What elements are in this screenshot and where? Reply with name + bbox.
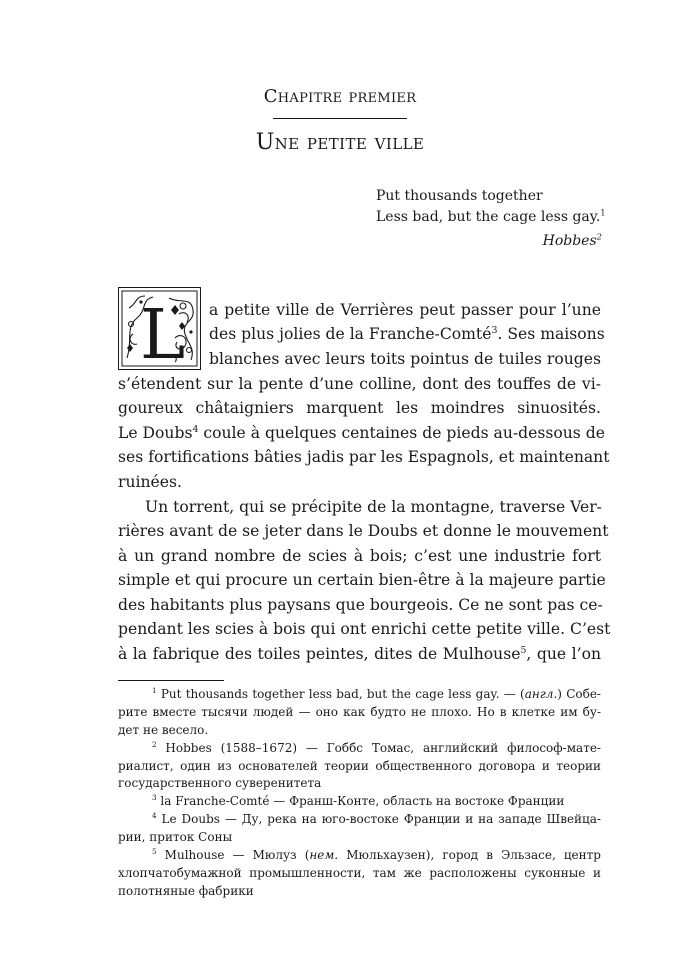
epigraph-line: Put thousands together <box>376 188 543 204</box>
body-line: pendant les scies à bois qui ont enrichi cette petite ville. C’est <box>118 620 611 638</box>
epigraph-line-text: Less bad, but the cage less gay. <box>376 209 601 225</box>
drop-cap-letter: L <box>140 296 186 369</box>
footnote-line: дет не весело. <box>118 723 209 737</box>
footnote-ref: 2 <box>596 231 602 242</box>
body-text: à la fabrique des toiles peintes, dites de Mulhouse <box>118 645 521 663</box>
footnote-2 <box>152 740 601 758</box>
body-line: a petite ville de Verrières peut passer pour l’une <box>209 301 601 319</box>
body-line: ses fortifications bâties jadis par les Espagnols, et maintenant <box>118 448 610 466</box>
drop-cap-ornament-icon <box>119 288 200 369</box>
footnote-line: полотняные фабрики <box>118 884 254 898</box>
footnote-text: Мюльхаузен), город в Эльзасе, центр <box>338 848 601 862</box>
drop-cap <box>118 287 201 370</box>
footnote-3 <box>152 793 564 811</box>
footnote-4 <box>152 811 601 829</box>
footnote-line: хлопчатобумажной промышленности, там же расположены суконные и <box>118 866 601 880</box>
body-line: rières avant de se jeter dans le Doubs et donne le mouvement <box>118 522 609 540</box>
footnote-line: рии, приток Соны <box>118 830 233 844</box>
footnote-5 <box>152 847 601 865</box>
body-line: ruinées. <box>118 473 182 491</box>
footnote-number: 4 <box>152 811 157 820</box>
body-text: Le Doubs <box>118 424 193 442</box>
footnote-text: Put thousands together less bad, but the cage less gay. — ( <box>160 687 525 701</box>
footnote-ref: 1 <box>600 207 606 218</box>
footnote-text: Le Doubs — Ду, река на юго-востоке Франции и на западе Швейца- <box>161 812 601 826</box>
body-line: simple et qui procure un certain bien-être à la majeure partie <box>118 571 606 589</box>
body-line <box>209 322 605 347</box>
footnote-lang: англ. <box>524 687 558 701</box>
footnote-ref: 3 <box>491 324 498 336</box>
body-line: à un grand nombre de scies à bois; c’est une industrie fort <box>118 547 601 565</box>
chapter-title: Une petite ville <box>255 130 425 155</box>
footnote-1 <box>152 686 601 704</box>
footnote-line: государственного суверенитета <box>118 776 322 790</box>
body-line: s’étendent sur la pente d’une colline, dont des touffes de vi- <box>118 375 601 393</box>
footnote-ref: 4 <box>192 423 199 435</box>
footnote-text: la Franche-Comté — Франш-Конте, область на востоке Франции <box>160 794 565 808</box>
epigraph-line <box>376 207 606 228</box>
footnote-line: рите вместе тысячи людей — оно как будто не плохо. Но в клетке им бу- <box>118 705 601 719</box>
footnote-line: риалист, один из основателей теории общественного договора и теории <box>118 759 601 773</box>
footnote-number: 3 <box>152 793 157 802</box>
body-line: goureux châtaigniers marquent les moindres sinuosités. <box>118 399 601 417</box>
footnote-number: 1 <box>152 686 157 695</box>
footnote-divider <box>118 680 224 681</box>
epigraph-author <box>376 231 602 252</box>
footnote-lang: нем. <box>309 848 339 862</box>
body-line <box>118 421 605 446</box>
epigraph <box>376 186 606 252</box>
chapter-divider <box>273 118 407 119</box>
chapter-label: Chapitre premier <box>263 86 417 107</box>
body-line: des habitants plus paysans que bourgeois. Ce ne sont pas ce- <box>118 596 603 614</box>
body-text: des plus jolies de la Franche-Comté <box>209 325 492 343</box>
body-line: Un torrent, qui se précipite de la montagne, traverse Ver- <box>145 498 602 516</box>
body-text: coule à quelques centaines de pieds au-dessous de <box>198 424 605 442</box>
footnote-text: ) Собе- <box>557 687 601 701</box>
body-text: . Ses maisons <box>497 325 605 343</box>
footnote-number: 5 <box>152 847 157 856</box>
body-text: , que l’on <box>526 645 601 663</box>
body-line <box>118 642 601 667</box>
footnote-text: Hobbes (1588–1672) — Гоббс Томас, английский философ-мате- <box>165 741 601 755</box>
footnote-text: Mulhouse — Мюлуз ( <box>164 848 310 862</box>
epigraph-author-name: Hobbes <box>542 233 597 249</box>
footnote-number: 2 <box>152 740 157 749</box>
body-line: blanches avec leurs toits pointus de tuiles rouges <box>209 350 601 368</box>
footnote-ref: 5 <box>520 644 527 656</box>
